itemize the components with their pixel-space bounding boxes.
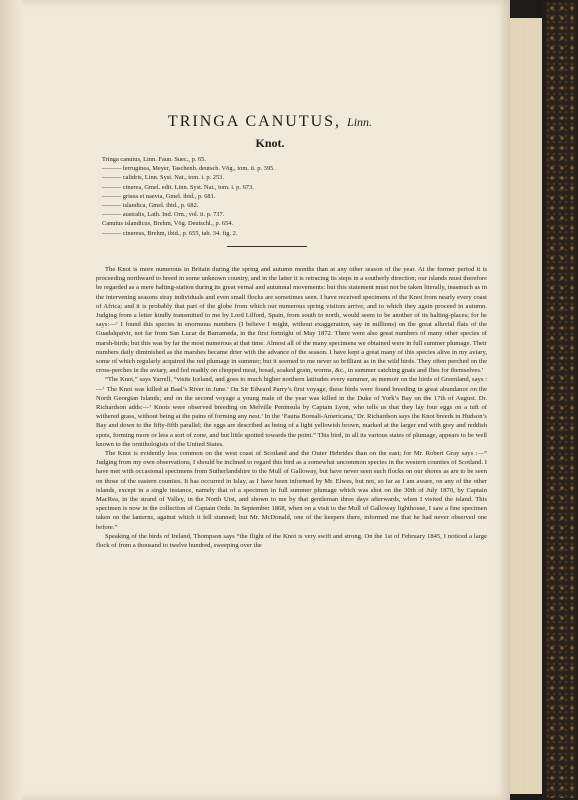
paragraph: “The Knot,” says Yarrell, “visits Iceland, and goes to much higher northern latitudes every summer, as memoir on the birds of Greenland, says :—‘ The Knot was killed at Baal’s River in June.’ On Sir Edward Parry’s first voyage, these birds were found breeding in great abundance on the North Georgian Islands; and on the second voyage a young male of the year was killed in the Duke of York’s Bay on the 17th of August. Dr. Richardson adds:—‘ Knots were observed breeding on Melville Peninsula by Captain Lyon, who tells us that they lay four eggs on a tuft of withered grass, without being at the pains of forming any nest.’ In the ‘Fauna Boreali-Americana,’ Dr. Richardson says the Knot breeds in Hudson’s Bay and down to the fifty-fifth parallel; the eggs are described as being of a light yellowish brown, marked at the larger end with grey and reddish spots, forming more or less a sort of zone, and but little spotted towards the point.” This bird, in all its various states of plumage, appears to be well known to the ornithologists of the United States. bbox=[96, 376, 487, 448]
body-text bbox=[96, 265, 487, 550]
synonym-line: ——— islandica, Gmel. ibid., p. 682. bbox=[102, 202, 199, 210]
synonym-line: Canutus islandicus, Brehm, Vög. Deutschl., p. 654. bbox=[102, 220, 234, 228]
page-gutter bbox=[0, 0, 22, 800]
marbled-endpaper bbox=[546, 2, 576, 798]
synonymy-list bbox=[102, 155, 482, 238]
synonym-line: ——— ferruginea, Meyer, Taschenb. deutsch. Vög., tom. ii. p. 395. bbox=[102, 165, 275, 173]
synonym-line: ——— cinereus, Brehm, ibid., p. 655, tab. 34. fig. 2. bbox=[102, 229, 238, 237]
synonym-line: ——— calidris, Linn. Syst. Nat., tom. i. p. 253. bbox=[102, 174, 224, 182]
synonym-line: ——— grisea et naevia, Gmel. ibid., p. 681. bbox=[102, 192, 216, 200]
paragraph: Speaking of the birds of Ireland, Thompson says “the flight of the Knot is very swift and strong. On the 1st of February 1845, I noticed a large flock of from a thousand to twelve hundred, sweeping over the bbox=[96, 532, 487, 550]
title-text: TRINGA CANUTUS, bbox=[167, 113, 342, 130]
species-title bbox=[60, 113, 480, 131]
paragraph: The Knot is more numerous in Britain during the spring and autumn months than at any other season of the year. At the former period it is proceeding northward to breed in some unknown country, and in the latter it is retracing its steps in a southerly direction; our islands must therefore be regarded as a mere halting-station during its great vernal and autumnal movements: but this statement must not be taken literally, inasmuch as in the intervening seasons stray individuals and even small flocks are sometimes seen. I have received specimens of the Knot from nearly every coast of Africa; and it is probably that part of the globe from which our numerous spring visitors arrive, and to which they again proceed in autumn. Judging from a letter kindly transmitted to me by Lord Lilford, Spain, from south to north, would seem to be another of its halting-places; for he says:—‘ I found this species in enormous numbers (I believe I might, without exaggeration, say in millions) on the great alluvial flats of the Guadalquivir, not far from San Lucar de Barrameda, in the first fortnight of May 1872. There were also great numbers of many other species of marsh-birds; but this was by far the most numerous at that time. Almost all of the many specimens we obtained were in full summer plumage. Their numbers daily diminished as the marshes became drier with the advance of the season. I have kept a great many of this species alive in my aviary, some of which regularly acquired the red plumage in summer; but it seemed to me never so brilliant as in the wild birds. They often perched on the cross-perches in the aviary, and fed readily on chopped meat, bread, soaked grain, worms, &c., in summer catching gnats and flies for themselves.’ bbox=[96, 266, 487, 375]
paragraph: The Knot is evidently less common on the west coast of Scotland and the Outer Hebrides than on the east; for Mr. Robert Gray says :—“ Judging from my own observations, I should be inclined to regard this bird as a somewhat uncommon species in the western counties of Scotland. I have met with occasional specimens from Sutherlandshire to the Mull of Galloway, but have never seen such flocks on our shores as are to be seen on those of the eastern counties. It has occurred in Islay, as I have been informed by Mr. Elwes, but not, so far as I am aware, on any of the other islands, except in a single instance, namely that of a specimen in full summer plumage which was shot on the 30th of July 1870, by Captain MacRea, in the strand of Valley, in the North Uist, and shown to me by that gentleman three days afterwards, when I visited the island. This specimen is now in the collection of Captain Orde. In September 1868, when on a visit to the Mull of Galloway lighthouse, I saw a fine specimen taken on the lanterns, against which it fell stunned; but Mr. McDonald, one of the keepers there, informed me that he had never observed one before.” bbox=[96, 450, 487, 531]
page-edges bbox=[510, 18, 542, 794]
synonym-line: ——— cinerea, Gmel. edit. Linn. Syst. Nat., tom. i. p. 673. bbox=[102, 183, 254, 191]
title-authority: Linn. bbox=[347, 115, 373, 129]
section-divider bbox=[227, 246, 307, 247]
common-name: Knot. bbox=[255, 136, 285, 150]
synonym-line: ——— australis, Lath. Ind. Orn., vol. ii. p. 737. bbox=[102, 211, 225, 219]
synonym-line: Tringa canutus, Linn. Faun. Suec., p. 65. bbox=[102, 156, 206, 163]
